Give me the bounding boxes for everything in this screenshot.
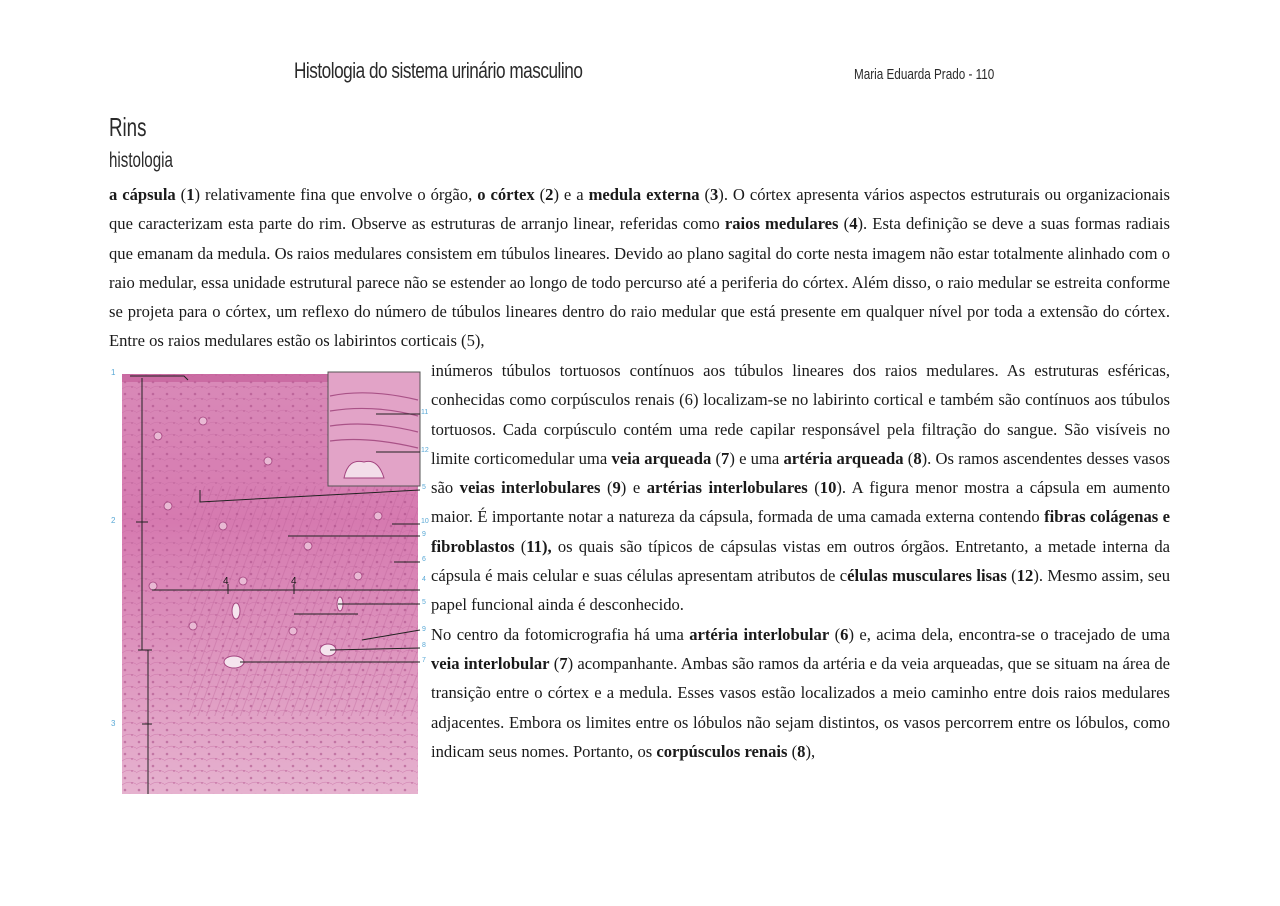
histology-figure (108, 366, 430, 796)
text-run: ). O córtex apresenta vários aspectos estruturais ou organizacionais que caracterizam esta parte do rim. Observe as estruturas de arranjo linear, referidas como (109, 185, 1170, 234)
text-run: ) e (620, 478, 647, 498)
text-run: ( (829, 624, 841, 644)
text-run: os quais são típicos de cápsulas vistas em outros órgãos. Entretanto, a metade interna da cápsula é mais celular e suas células apresentam atributos de c (431, 536, 1170, 586)
section-heading: Rins (109, 112, 147, 142)
figure-label-left-1: 1 (111, 368, 116, 377)
text-run: raios medulares (724, 214, 839, 234)
text-run: artérias interlobulares (646, 478, 808, 498)
text-run: ) e a (553, 185, 589, 204)
figure-label-right-9a: 9 (422, 531, 426, 538)
text-run: No centro da fotomicrografia há uma (431, 624, 690, 644)
text-run: ( (175, 185, 187, 204)
text-run: ), (805, 741, 816, 761)
paragraph-fotomicrografia (431, 620, 1170, 766)
section-subheading: histologia (109, 149, 173, 172)
header-author: Maria Eduarda Prado - 110 (854, 66, 995, 83)
text-run: veias interlobulares (459, 478, 601, 498)
text-run: a cápsula (109, 185, 176, 204)
figure-label-left-2: 2 (111, 516, 116, 525)
figure-label-inner-4b: 4 (291, 576, 297, 587)
text-run: 3 (710, 185, 719, 204)
text-run: o córtex (477, 185, 535, 204)
text-run: ( (534, 185, 546, 204)
paragraph-capsula (109, 180, 1170, 356)
text-run: artéria arqueada (783, 448, 904, 468)
text-run: inúmeros túbulos tortuosos contínuos aos túbulos lineares dos raios medulares. As estruturas esféricas, conhecidas como corpúsculos renais (6) localizam-se no labirinto cortical e também são contínuos aos túbulos tortuosos. Cada corpúsculo contém uma rede capilar responsável pela filtração do sangue. São visíveis no limite corticomedular uma (431, 361, 1170, 468)
text-run: ( (549, 653, 560, 673)
text-run: ( (1006, 566, 1017, 586)
text-run: élulas musculares lisas (847, 566, 1007, 586)
figure-label-right-4: 4 (422, 576, 426, 583)
text-run: 7 (721, 448, 730, 468)
text-run: 4 (849, 214, 858, 234)
figure-label-left-3: 3 (111, 719, 116, 728)
text-run: ) e, acima dela, encontra-se o tracejado de uma (848, 624, 1170, 644)
text-column-right (431, 356, 1170, 766)
figure-label-right-12: 12 (421, 447, 429, 454)
text-run: ) acompanhante. Ambas são ramos da artéria e da veia arqueadas, que se situam na área de transição entre o córtex e a medula. Esses vasos estão localizados a meio caminho entre dois raios medulares adjacentes. Embora os limites entre os lóbulos não sejam distintos, os vasos percorrem entre os lóbulos, como indicam seus nomes. Portanto, os (431, 653, 1171, 761)
text-run: artéria interlobular (689, 624, 830, 644)
text-run: ). A figura menor mostra a cápsula em aumento maior. É importante notar a natureza da cápsula, formada de uma camada externa contendo (431, 478, 1170, 527)
figure-label-right-10: 10 (421, 518, 429, 525)
figure-label-inner-4a: 4 (223, 576, 229, 587)
text-run: ( (787, 741, 798, 761)
text-run: ( (711, 448, 722, 468)
text-run: ), (541, 536, 552, 556)
figure-label-right-6: 6 (422, 556, 426, 563)
paragraph-labirintos (431, 356, 1170, 620)
text-run: 1 (186, 185, 195, 204)
figure-label-right-11: 11 (421, 409, 429, 416)
text-run: ( (600, 478, 613, 498)
figure-label-right-9b: 9 (422, 626, 426, 633)
text-run: corpúsculos renais (656, 741, 788, 761)
text-run: 8 (913, 448, 922, 468)
kidney-histology-micrograph-icon (108, 366, 430, 796)
figure-label-right-8: 8 (422, 642, 426, 649)
header-title: Histologia do sistema urinário masculino (294, 58, 583, 83)
text-run: ) e uma (729, 448, 784, 468)
text-run: 12 (1016, 566, 1034, 586)
text-run: ( (807, 478, 820, 498)
figure-label-right-5a: 5 (422, 484, 426, 491)
text-run: ( (838, 214, 850, 234)
text-run: ). Esta definição se deve a suas formas radiais que emanam da medula. Os raios medulares consistem em túbulos lineares. Devido ao plano sagital do corte nesta imagem não estar totalmente alinhado com o raio medular, essa unidade estrutural parece não se estender ao longo de todo percurso até a periferia do córtex. Além disso, o raio medular se estreita conforme se projeta para o córtex, um reflexo do número de túbulos lineares dentro do raio medular que está presente em qualquer nível por toda a extensão do córtex. Entre os raios medulares estão os labirintos corticais (5), (109, 214, 1171, 351)
text-run: ) relativamente fina que envolve o órgão, (194, 185, 478, 204)
text-run: 2 (545, 185, 554, 204)
text-run: veia interlobular (431, 653, 550, 673)
text-run: medula externa (588, 185, 700, 204)
text-run: ). Os ramos ascendentes desses vasos são (431, 448, 1170, 498)
text-run: 8 (797, 741, 806, 761)
text-run: ( (903, 448, 914, 468)
text-run: 9 (612, 478, 621, 498)
text-run: ( (699, 185, 710, 204)
text-run: fibras colágenas e fibroblastos (431, 507, 1170, 556)
text-run: 6 (840, 624, 849, 644)
text-run: 11 (526, 536, 542, 556)
text-run: veia arqueada (611, 448, 712, 468)
text-run: ( (514, 536, 527, 556)
text-run: ). Mesmo assim, seu papel funcional ainda é desconhecido. (431, 566, 1170, 615)
figure-label-right-7: 7 (422, 657, 426, 664)
text-run: 10 (819, 478, 837, 498)
text-run: 7 (559, 653, 568, 673)
figure-label-right-5b: 5 (422, 599, 426, 606)
